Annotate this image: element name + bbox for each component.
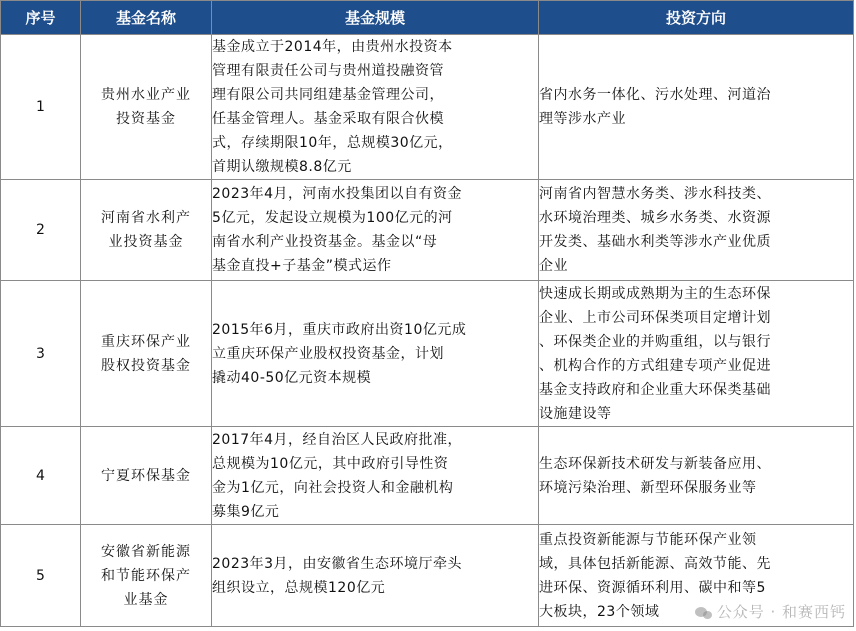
fund-scale-text: 2023年3月，由安徽省生态环境厅牵头 组织设立，总规模120亿元 (212, 555, 463, 596)
fund-name-text: 安徽省新能源 和节能环保产 业基金 (101, 543, 191, 608)
row-index: 3 (1, 281, 81, 427)
header-scale: 基金规模 (212, 1, 539, 35)
row-index: 4 (1, 427, 81, 525)
investment-direction-text: 河南省内智慧水务类、涉水科技类、 水环境治理类、城乡水务类、水资源 开发类、基础水利类等涉水产业优质 企业 (539, 186, 771, 274)
fund-name (81, 281, 212, 427)
investment-direction (539, 35, 854, 180)
fund-name (81, 525, 212, 627)
fund-scale (212, 180, 539, 281)
fund-scale-text: 2015年6月，重庆市政府出资10亿元成 立重庆环保产业股权投资基金，计划 撬动40-50亿元资本规模 (212, 321, 467, 386)
fund-name (81, 35, 212, 180)
investment-direction (539, 427, 854, 525)
fund-scale (212, 35, 539, 180)
investment-direction-text: 生态环保新技术研发与新装备应用、 环境污染治理、新型环保服务业等 (539, 455, 771, 496)
investment-direction-text: 省内水务一体化、污水处理、河道治 理等涉水产业 (539, 87, 771, 127)
fund-scale-text: 2023年4月，河南水投集团以自有资金 5亿元，发起设立规模为100亿元的河 南省水利产业投资基金。基金以“母 基金直投+子基金”模式运作 (212, 186, 463, 274)
table-row (1, 180, 854, 281)
investment-direction-text: 快速成长期或成熟期为主的生态环保 企业、上市公司环保类项目定增计划 、环保类企业的并购重组，以与银行 、机构合作的方式组建专项产业促进 基金支持政府和企业重大环保类基础 设施建设等 (539, 285, 771, 422)
fund-scale-text: 基金成立于2014年，由贵州水投资本 管理有限责任公司与贵州道投融资管 理有限公司共同组建基金管理公司， 任基金管理人。基金采取有限合伙模 式，存续期限10年，总规模30亿元， 首期认缴规模8.8亿元 (212, 39, 453, 175)
table-row (1, 281, 854, 427)
fund-scale (212, 525, 539, 627)
row-index: 5 (1, 525, 81, 627)
fund-name (81, 427, 212, 525)
investment-direction (539, 281, 854, 427)
fund-scale (212, 427, 539, 525)
fund-scale-text: 2017年4月，经自治区人民政府批准， 总规模为10亿元，其中政府引导性资 金为1亿元，向社会投资人和金融机构 募集9亿元 (212, 431, 463, 520)
fund-name (81, 180, 212, 281)
investment-direction (539, 180, 854, 281)
fund-scale (212, 281, 539, 427)
watermark-text: 公众号 · 和赛西钙 (716, 603, 846, 621)
investment-direction-text: 重点投资新能源与节能环保产业领 域，具体包括新能源、高效节能、先 进环保、资源循环利用、碳中和等5 大板块，23个领域 (539, 531, 771, 620)
header-name: 基金名称 (81, 1, 212, 35)
fund-name-text: 重庆环保产业 股权投资基金 (101, 333, 191, 374)
wechat-icon (695, 606, 713, 620)
table-row (1, 35, 854, 180)
table-row (1, 427, 854, 525)
header-direction: 投资方向 (539, 1, 854, 35)
fund-name-text: 河南省水利产 业投资基金 (101, 210, 191, 250)
row-index: 1 (1, 35, 81, 180)
fund-name-text: 贵州水业产业 投资基金 (101, 87, 191, 127)
watermark (695, 601, 846, 622)
fund-name-text: 宁夏环保基金 (101, 467, 191, 484)
header-index: 序号 (1, 1, 81, 35)
row-index: 2 (1, 180, 81, 281)
table-header-row (1, 1, 854, 35)
